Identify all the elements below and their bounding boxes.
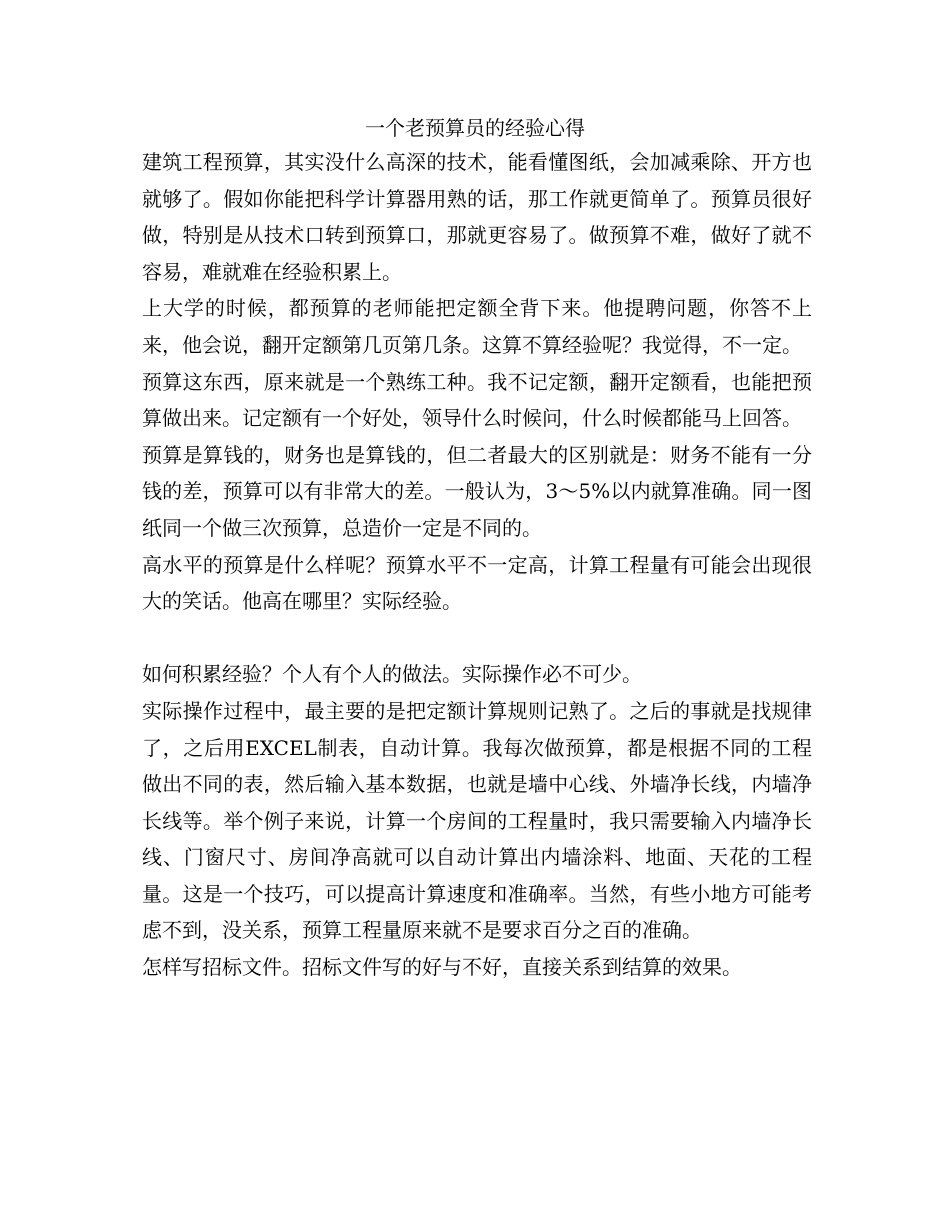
document-body <box>142 144 812 986</box>
document-title: 一个老预算员的经验心得 <box>365 116 585 140</box>
paragraph-intro: 建筑工程预算，其实没什么高深的技术，能看懂图纸，会加减乘除、开方也就够了。假如你能把科学计算器用熟的话，那工作就更简单了。预算员很好做，特别是从技术口转到预算口，那就更容易了。做预算不难，做好了就不容易，难就难在经验积累上。 <box>142 150 812 284</box>
paragraph-tender-documents: 怎样写招标文件。招标文件写的好与不好，直接关系到结算的效果。 <box>142 955 742 980</box>
paragraph-accumulate-experience: 如何积累经验？个人有个人的做法。实际操作必不可少。 <box>142 662 642 687</box>
paragraph-spacer <box>142 620 812 657</box>
paragraph-high-level: 高水平的预算是什么样呢？预算水平不一定高，计算工程量有可能会出现很大的笑话。他高在哪里？实际经验。 <box>142 552 812 614</box>
paragraph-skilled-trade: 预算这东西，原来就是一个熟练工种。我不记定额，翻开定额看，也能把预算做出来。记定额有一个好处，领导什么时候问，什么时候都能马上回答。 <box>142 369 812 431</box>
paragraph-university: 上大学的时候，都预算的老师能把定额全背下来。他提聘问题，你答不上来，他会说，翻开定额第几页第几条。这算不算经验呢？我觉得，不一定。 <box>142 296 812 357</box>
paragraph-finance-vs-budget: 预算是算钱的，财务也是算钱的，但二者最大的区别就是：财务不能有一分钱的差，预算可以有非常大的差。一般认为，3～5%以内就算准确。同一图纸同一个做三次预算，总造价一定是不同的。 <box>142 442 812 540</box>
paragraph-practical-operation: 实际操作过程中，最主要的是把定额计算规则记熟了。之后的事就是找规律了，之后用EXCEL制表，自动计算。我每次做预算，都是根据不同的工程做出不同的表，然后输入基本数据，也就是墙中心线、外墙净长线，内墙净长线等。举个例子来说，计算一个房间的工程量时，我只需要输入内墙净长线、门窗尺寸、房间净高就可以自动计算出内墙涂料、地面、天花的工程量。这是一个技巧，可以提高计算速度和准确率。当然，有些小地方可能考虑不到，没关系，预算工程量原来就不是要求百分之百的准确。 <box>142 698 812 943</box>
